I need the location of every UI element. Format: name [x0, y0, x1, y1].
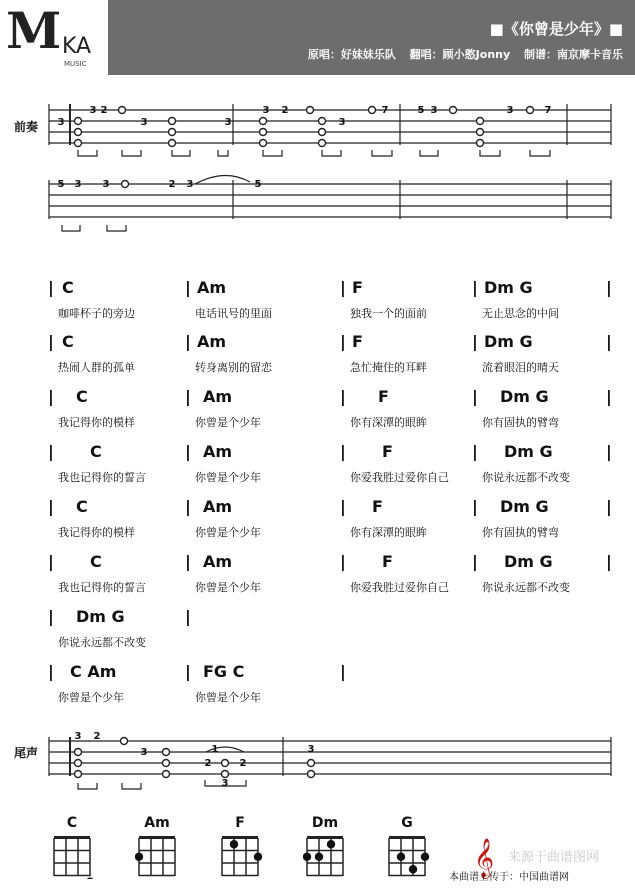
- svg-text:7: 7: [544, 105, 552, 116]
- lyric-text: 我记得你的模样: [58, 526, 135, 539]
- svg-text:3: 3: [221, 778, 229, 789]
- intro-label: 前奏: [14, 120, 39, 134]
- bar-line: |: [48, 387, 54, 406]
- svg-text:3: 3: [102, 179, 110, 190]
- chord-diagram-grid: [135, 834, 185, 879]
- clef-logo-icon: 𝄞: [474, 838, 495, 878]
- chord-symbol: Dm G: [500, 497, 549, 516]
- chord-symbol: Am: [203, 552, 233, 571]
- lyric-text: 独我一个的面前: [350, 307, 427, 320]
- chord-symbol: C: [76, 387, 88, 406]
- bar-line: |: [48, 332, 54, 351]
- lyric-text: 热闹人群的孤单: [58, 361, 135, 374]
- bar-line: |: [472, 497, 478, 516]
- lyric-text: 我也记得你的誓言: [58, 471, 146, 484]
- chord-diagram-grid: [303, 834, 353, 879]
- bar-line: |: [48, 662, 54, 681]
- bar-line: |: [340, 442, 346, 461]
- finger-dot: [303, 853, 311, 861]
- bar-line: |: [185, 332, 191, 351]
- bar-line: |: [185, 497, 191, 516]
- chord-diagram-name: G: [401, 815, 413, 831]
- chord-symbol: F: [378, 387, 389, 406]
- svg-text:2: 2: [168, 179, 176, 190]
- lyric-text: 电话讯号的里面: [195, 307, 272, 320]
- lyric-text: 你有固执的臂弯: [482, 526, 559, 539]
- bar-line: |: [340, 387, 346, 406]
- chord-symbol: C: [62, 278, 74, 297]
- bar-line: |: [472, 552, 478, 571]
- chord-symbol: C: [90, 552, 102, 571]
- bar-line: |: [606, 332, 612, 351]
- chord-symbol: Dm G: [500, 387, 549, 406]
- bar-line: |: [472, 442, 478, 461]
- svg-text:5: 5: [254, 179, 262, 190]
- bar-line: |: [606, 278, 612, 297]
- chord-symbol: Am: [197, 278, 227, 297]
- chord-symbol: F: [352, 278, 363, 297]
- chord-symbol: Dm G: [504, 442, 553, 461]
- finger-dot: [315, 853, 323, 861]
- svg-text:3: 3: [74, 731, 82, 742]
- song-title: ■《你曾是少年》■: [489, 20, 623, 38]
- finger-dot: [409, 865, 417, 873]
- chord-symbol: C: [76, 497, 88, 516]
- bar-line: |: [185, 552, 191, 571]
- svg-text:3: 3: [506, 105, 514, 116]
- chord-symbol: Am: [203, 442, 233, 461]
- original-singer: 原唱：好妹妹乐队: [307, 48, 396, 61]
- svg-text:5: 5: [57, 179, 65, 190]
- lyric-text: 我记得你的模样: [58, 416, 135, 429]
- lyric-text: 急忙掩住的耳畔: [350, 361, 427, 374]
- bar-line: |: [606, 442, 612, 461]
- chord-symbol: Am: [203, 497, 233, 516]
- bar-line: |: [185, 607, 191, 626]
- lyric-text: 你说永远都不改变: [482, 581, 570, 594]
- svg-text:2: 2: [281, 105, 289, 116]
- lyric-text: 你有深潭的眼眸: [350, 416, 427, 429]
- bar-line: |: [606, 497, 612, 516]
- outro-label: 尾声: [14, 746, 39, 760]
- svg-text:2: 2: [204, 758, 212, 769]
- lyric-text: 你有固执的臂弯: [482, 416, 559, 429]
- chord-symbol: F: [382, 442, 393, 461]
- finger-dot: [254, 853, 262, 861]
- bar-line: |: [340, 552, 346, 571]
- chord-symbol: F: [382, 552, 393, 571]
- chord-symbol: Am: [203, 387, 233, 406]
- chord-diagram-name: Dm: [311, 815, 339, 831]
- chord-symbol: Am: [197, 332, 227, 351]
- chord-symbol: Dm G: [484, 332, 533, 351]
- bar-line: |: [472, 278, 478, 297]
- finger-dot: [397, 853, 405, 861]
- chord-diagram-name: C: [66, 815, 78, 831]
- svg-text:1: 1: [211, 744, 219, 755]
- lyric-text: 你曾是个少年: [195, 691, 261, 704]
- bar-line: |: [48, 607, 54, 626]
- logo-letter: M: [6, 1, 62, 60]
- lyric-text: 无止思念的中间: [482, 307, 559, 320]
- chord-symbol: C: [90, 442, 102, 461]
- finger-dot: [327, 840, 335, 848]
- chord-symbol: Dm G: [484, 278, 533, 297]
- svg-text:2: 2: [93, 731, 101, 742]
- svg-text:3: 3: [186, 179, 194, 190]
- finger-dot: [135, 853, 143, 861]
- chord-symbol: Dm G: [76, 607, 125, 626]
- bar-line: |: [472, 332, 478, 351]
- bar-line: |: [48, 442, 54, 461]
- lyric-text: 你爱我胜过爱你自己: [350, 471, 449, 484]
- svg-text:2: 2: [239, 758, 247, 769]
- svg-text:3: 3: [74, 179, 82, 190]
- svg-text:3: 3: [140, 747, 148, 758]
- bar-line: |: [472, 387, 478, 406]
- lyric-text: 流着眼泪的晴天: [482, 361, 559, 374]
- chord-diagram-grid: [385, 834, 435, 879]
- lyric-text: 我也记得你的誓言: [58, 581, 146, 594]
- lyric-text: 你曾是个少年: [195, 416, 261, 429]
- lyric-text: 你曾是个少年: [195, 471, 261, 484]
- lyric-text: 咖啡杯子的旁边: [58, 307, 135, 320]
- chord-diagram-grid: [218, 834, 268, 879]
- bar-line: |: [340, 278, 346, 297]
- watermark: 来源于曲谱图网: [508, 850, 600, 865]
- svg-text:3: 3: [307, 744, 315, 755]
- svg-text:3: 3: [430, 105, 438, 116]
- tab-number: 3: [57, 117, 65, 128]
- lyric-text: 你爱我胜过爱你自己: [350, 581, 449, 594]
- svg-text:2: 2: [100, 105, 108, 116]
- chord-symbol: Dm G: [504, 552, 553, 571]
- lyric-text: 你说永远都不改变: [482, 471, 570, 484]
- chord-diagram-grid: [50, 834, 100, 879]
- lyric-text: 你说永远都不改变: [58, 636, 146, 649]
- footer-text: 本曲谱上传于：中国曲谱网: [449, 872, 569, 883]
- bar-line: |: [606, 387, 612, 406]
- bar-line: |: [48, 552, 54, 571]
- svg-text:5: 5: [417, 105, 425, 116]
- bar-line: |: [340, 497, 346, 516]
- bar-line: |: [185, 387, 191, 406]
- chord-symbol: FG C: [203, 662, 245, 681]
- arranger: 制谱：南京摩卡音乐: [524, 48, 623, 61]
- bar-line: |: [185, 278, 191, 297]
- svg-text:3: 3: [140, 117, 148, 128]
- lyric-text: 转身离别的留恋: [195, 361, 272, 374]
- chord-symbol: F: [352, 332, 363, 351]
- bar-line: |: [48, 278, 54, 297]
- svg-text:3: 3: [224, 117, 232, 128]
- bar-line: |: [340, 662, 346, 681]
- cover-singer: 翻唱：顾小憨Jonny: [409, 48, 511, 61]
- finger-dot: [230, 840, 238, 848]
- chord-symbol: C: [62, 332, 74, 351]
- chord-diagram-name: Am: [144, 815, 170, 831]
- lyric-text: 你曾是个少年: [195, 526, 261, 539]
- bar-line: |: [48, 497, 54, 516]
- bar-line: |: [185, 662, 191, 681]
- finger-dot: [86, 878, 94, 879]
- chord-symbol: F: [372, 497, 383, 516]
- logo-text: KA: [62, 34, 92, 59]
- chord-symbol: C Am: [70, 662, 117, 681]
- svg-text:3: 3: [89, 105, 97, 116]
- bar-line: |: [606, 552, 612, 571]
- logo-sub: MUSIC: [64, 60, 87, 68]
- chord-diagram-name: F: [235, 815, 245, 831]
- lyric-text: 你曾是个少年: [58, 691, 124, 704]
- svg-text:3: 3: [262, 105, 270, 116]
- finger-dot: [421, 853, 429, 861]
- bar-line: |: [340, 332, 346, 351]
- svg-text:7: 7: [381, 105, 389, 116]
- bar-line: |: [185, 442, 191, 461]
- svg-text:3: 3: [338, 117, 346, 128]
- lyric-text: 你曾是个少年: [195, 581, 261, 594]
- lyric-text: 你有深潭的眼眸: [350, 526, 427, 539]
